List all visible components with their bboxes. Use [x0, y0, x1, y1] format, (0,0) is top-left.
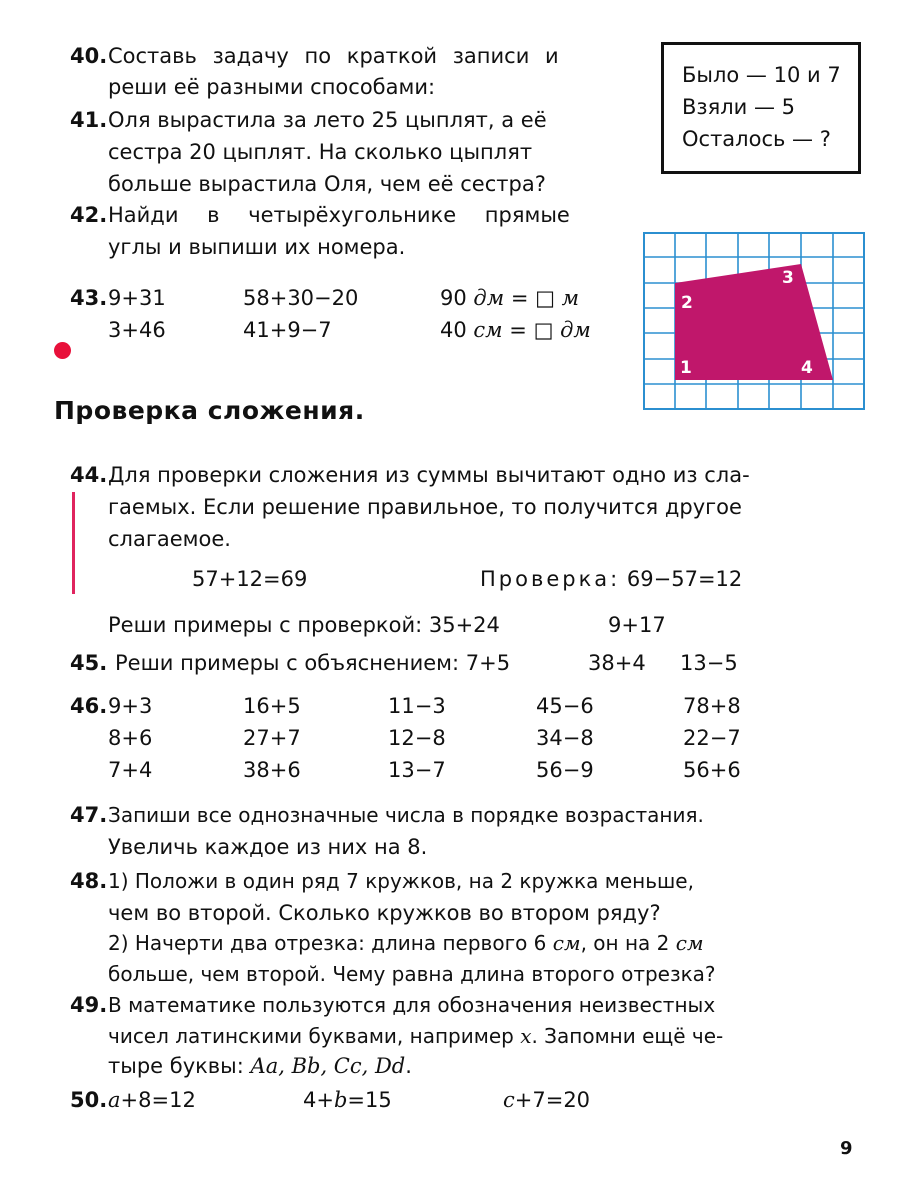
- ex43-r1-equals-box: = □: [510, 286, 555, 310]
- vertex-label-4: 4: [801, 358, 813, 378]
- ex50-e1: [108, 1088, 196, 1112]
- ex44-check: [480, 567, 742, 591]
- ex48-line3: [108, 931, 704, 955]
- ex43-r1-unit2: м: [561, 286, 580, 310]
- vertex-label-2: 2: [681, 293, 693, 313]
- ex43-r1-unit: дм: [473, 286, 505, 310]
- check-expression: 69−57=12: [626, 567, 743, 591]
- ex46-cell: 56+6: [683, 758, 741, 782]
- ex44-example: 57+12=69: [192, 567, 308, 591]
- ex40-line2: реши её разными способами:: [108, 75, 436, 99]
- ex46-cell: 13−7: [388, 758, 446, 782]
- ex43-r1c1: 9+31: [108, 286, 166, 310]
- ex46-cell: 56−9: [536, 758, 594, 782]
- ex50-e2-right: =15: [347, 1088, 392, 1112]
- ex46-cell: 12−8: [388, 726, 446, 750]
- ex49-line2: [108, 1024, 723, 1048]
- ex50-var-c: c: [503, 1088, 515, 1112]
- ex45-text: Реши примеры с объяснением: 7+5: [115, 651, 511, 675]
- ex46-cell: 8+6: [108, 726, 153, 750]
- ex43-r2c1: 3+46: [108, 318, 166, 342]
- ex46-cell: 45−6: [536, 694, 594, 718]
- ex44-line3: слагаемое.: [108, 527, 231, 551]
- ex46-cell: 78+8: [683, 694, 741, 718]
- ex48-unit1: см: [552, 931, 581, 955]
- ex43-r1c2: 58+30−20: [243, 286, 359, 310]
- ex50-number: 50.: [70, 1088, 108, 1112]
- box-line2: Взяли — 5: [682, 95, 795, 119]
- ex48-line4: больше, чем второй. Чему равна длина второго отрезка?: [108, 962, 716, 986]
- red-marker-dot: [54, 342, 71, 359]
- rule-marker-bar: [72, 492, 75, 594]
- ex44-task: Реши примеры с проверкой: 35+24: [108, 613, 500, 637]
- check-word: Проверка:: [480, 567, 621, 591]
- ex50-e3-expr: +7=20: [514, 1088, 591, 1112]
- ex45-e3: 13−5: [680, 651, 738, 675]
- ex46-cell: 11−3: [388, 694, 446, 718]
- ex49-line2b: . Запомни ещё че-: [531, 1024, 724, 1048]
- ex43-r1c3: [440, 286, 579, 310]
- ex46-number: 46.: [70, 694, 108, 718]
- ex44-task2: 9+17: [608, 613, 666, 637]
- box-line3: Осталось — ?: [682, 127, 831, 151]
- ex46-cell: 27+7: [243, 726, 301, 750]
- ex45-number: 45.: [70, 651, 108, 675]
- ex44-line2: гаемых. Если решение правильное, то получится другое: [108, 495, 742, 519]
- ex46-cell: 9+3: [108, 694, 153, 718]
- ex43-r2-value: 40: [440, 318, 467, 342]
- ex44-number: 44.: [70, 463, 108, 487]
- ex44-line1: Для проверки сложения из суммы вычитают одно из сла-: [108, 463, 750, 487]
- vertex-label-1: 1: [680, 358, 692, 378]
- ex46-cell: 22−7: [683, 726, 741, 750]
- ex47-number: 47.: [70, 803, 108, 827]
- ex43-r2c3: [440, 318, 591, 342]
- ex49-var: x: [520, 1024, 532, 1048]
- ex40-line1: Составь задачу по краткой записи и: [108, 44, 559, 68]
- ex48-line3b: , он на 2: [580, 931, 670, 955]
- ex41-number: 41.: [70, 108, 108, 132]
- ex43-r2c2: 41+9−7: [243, 318, 332, 342]
- box-line1: Было — 10 и 7: [682, 63, 841, 87]
- ex49-line1: В математике пользуются для обозначения неизвестных: [108, 993, 716, 1017]
- ex42-number: 42.: [70, 203, 108, 227]
- ex41-line3: больше вырастила Оля, чем её сестра?: [108, 172, 546, 196]
- vertex-label-3: 3: [782, 268, 794, 288]
- short-note-box: [661, 42, 861, 174]
- ex46-cell: 34−8: [536, 726, 594, 750]
- ex46-cell: 7+4: [108, 758, 153, 782]
- ex42-line1: Найди в четырёхугольнике прямые: [108, 203, 570, 227]
- ex50-e2-left: 4+: [303, 1088, 334, 1112]
- ex47-line2: Увеличь каждое из них на 8.: [108, 835, 428, 859]
- ex41-line1: Оля вырастила за лето 25 цыплят, а её: [108, 108, 547, 132]
- ex49-line3: [108, 1054, 412, 1078]
- ex50-var-b: b: [333, 1088, 348, 1112]
- ex48-line3a: 2) Начерти два отрезка: длина первого 6: [108, 931, 547, 955]
- section-heading: Проверка сложения.: [54, 396, 365, 425]
- ex49-letters: Aa, Bb, Cc, Dd: [250, 1054, 406, 1078]
- ex49-line3b: .: [405, 1054, 412, 1078]
- ex50-e1-expr: +8=12: [120, 1088, 196, 1112]
- ex46-cell: 16+5: [243, 694, 301, 718]
- ex43-r2-unit: см: [473, 318, 503, 342]
- ex49-line3a: тыре буквы:: [108, 1054, 244, 1078]
- ex50-e2: [303, 1088, 392, 1112]
- ex42-line2: углы и выпиши их номера.: [108, 235, 406, 259]
- ex40-number: 40.: [70, 44, 108, 68]
- ex43-r1-value: 90: [440, 286, 467, 310]
- ex49-number: 49.: [70, 993, 108, 1017]
- ex43-r2-equals-box: = □: [509, 318, 554, 342]
- ex48-line1: 1) Положи в один ряд 7 кружков, на 2 кружка меньше,: [108, 869, 694, 893]
- ex49-line2a: чисел латинскими буквами, например: [108, 1024, 514, 1048]
- ex48-number: 48.: [70, 869, 108, 893]
- ex47-line1: Запиши все однозначные числа в порядке возрастания.: [108, 803, 704, 827]
- ex41-line2: сестра 20 цыплят. На сколько цыплят: [108, 140, 533, 164]
- ex43-number: 43.: [70, 286, 108, 310]
- ex48-unit2: см: [675, 931, 704, 955]
- ex50-e3: [503, 1088, 590, 1112]
- ex50-var-a: a: [108, 1088, 121, 1112]
- page-number: 9: [840, 1138, 853, 1159]
- ex43-r2-unit2: дм: [560, 318, 591, 342]
- quadrilateral-figure: [643, 232, 865, 410]
- ex48-line2: чем во второй. Сколько кружков во втором ряду?: [108, 901, 661, 925]
- ex46-cell: 38+6: [243, 758, 301, 782]
- ex45-e2: 38+4: [588, 651, 646, 675]
